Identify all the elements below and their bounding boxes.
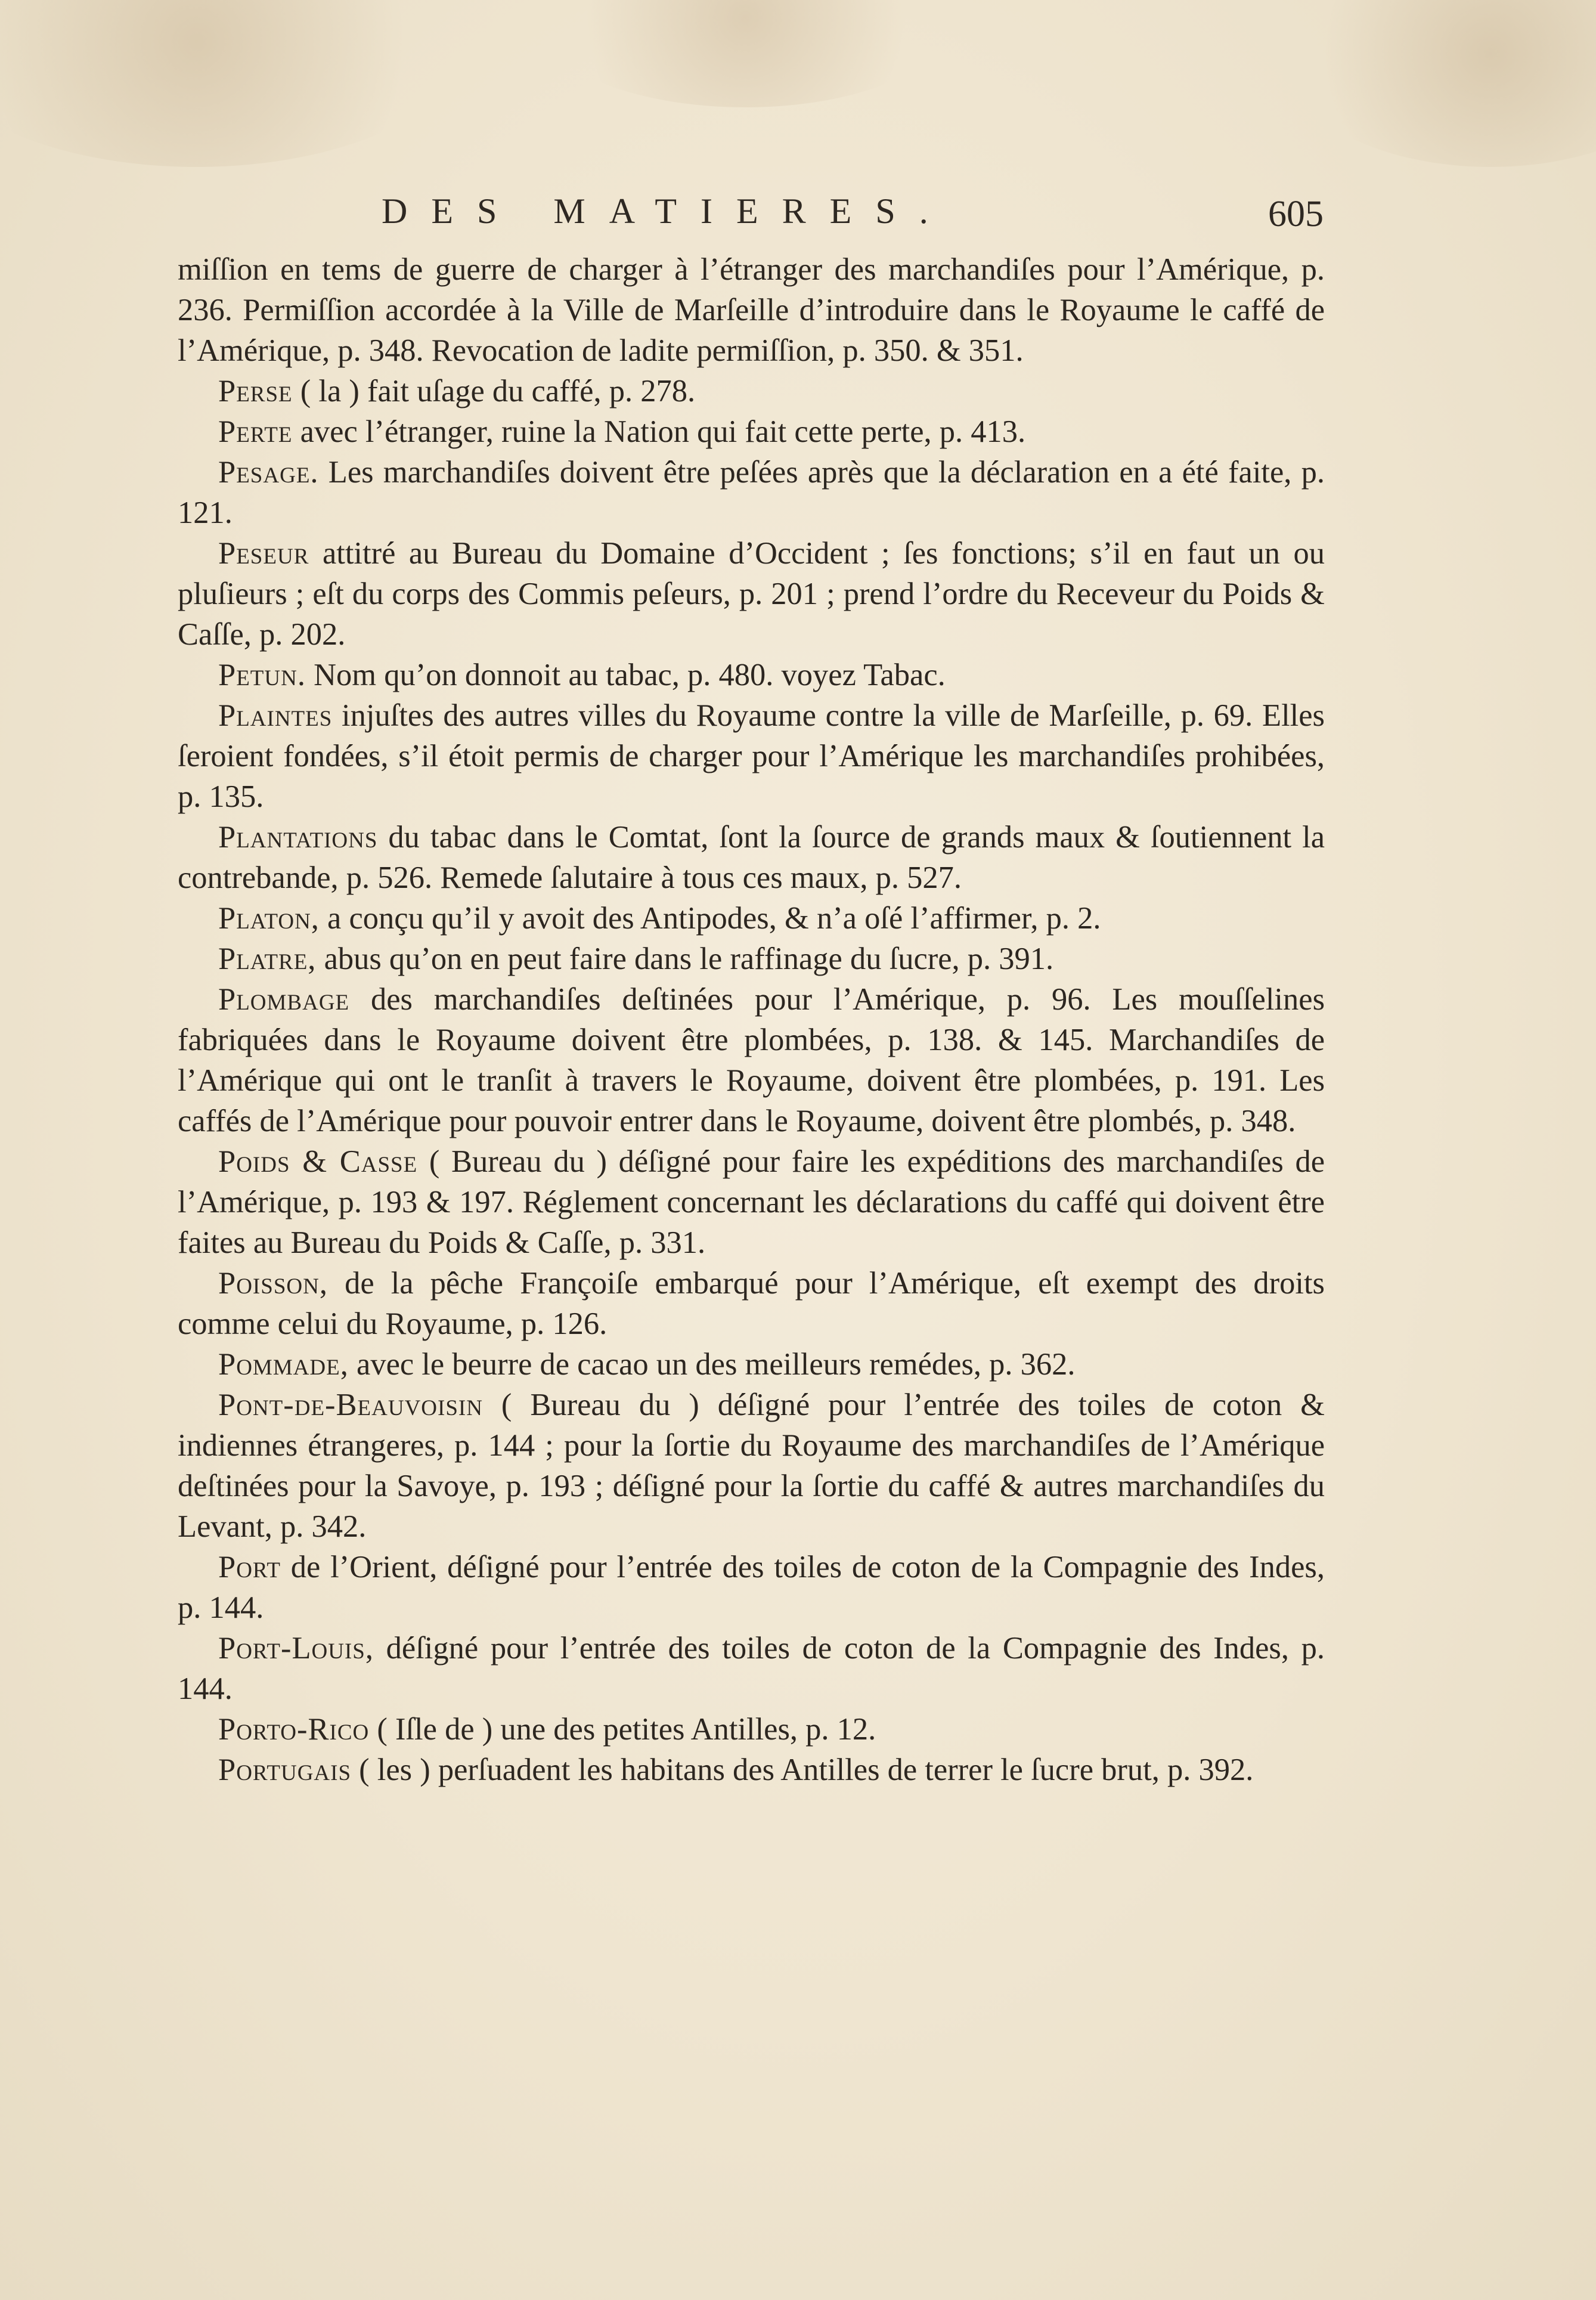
index-entry xyxy=(178,371,1325,411)
entry-text: miſſion en tems de guerre de charger à l’étranger des marchandiſes pour l’Amérique, p. 236. Permiſſion accordée à la Ville de Marſeille d’introduire dans le Royaume le caffé de l’Amérique, p. 348. Revocation de ladite permiſſion, p. 350. & 351. xyxy=(178,252,1325,368)
index-entry xyxy=(178,1385,1325,1547)
index-entry xyxy=(178,939,1325,979)
entry-headword: Poisson, xyxy=(218,1266,328,1301)
index-entry xyxy=(178,1141,1325,1263)
index-entry xyxy=(178,1344,1325,1385)
index-entry xyxy=(178,411,1325,452)
entry-headword: Portugais xyxy=(218,1753,352,1787)
entry-text: de l’Orient, déſigné pour l’entrée des toiles de coton de la Compagnie des Indes, p. 144. xyxy=(178,1550,1325,1625)
entry-text: des marchandiſes deſtinées pour l’Amérique, p. 96. Les mouſſelines fabriquées dans le Royaume doivent être plombées, p. 138. & 145. Marchandiſes de l’Amérique qui ont le tranſit à travers le Royaume, doivent être plombées, p. 191. Les caffés de l’Amérique pour pouvoir entrer dans le Royaume, doivent être plombés, p. 348. xyxy=(178,982,1325,1138)
index-entry xyxy=(178,1547,1325,1628)
index-entry xyxy=(178,817,1325,898)
entry-headword: Port xyxy=(218,1550,281,1584)
entry-text: Les marchandiſes doivent être peſées après que la déclaration en a été faite, p. 121. xyxy=(178,455,1325,530)
entry-text: attitré au Bureau du Domaine d’Occident ; ſes fonctions; s’il en faut un ou pluſieurs ; eſt du corps des Commis peſeurs, p. 201 ; prend l’ordre du Receveur du Poids & Caſſe, p. 202. xyxy=(178,536,1325,652)
entry-headword: Peseur xyxy=(218,536,309,571)
index-entry xyxy=(178,249,1325,371)
paper-stain xyxy=(0,0,465,167)
index-entry xyxy=(178,1628,1325,1709)
entry-headword: Petun. xyxy=(218,658,306,692)
index-entry xyxy=(178,695,1325,817)
entry-text: a conçu qu’il y avoit des Antipodes, & n’a oſé l’affirmer, p. 2. xyxy=(327,901,1101,936)
entry-text: ( Bureau du ) déſigné pour l’entrée des toiles de coton & indiennes étrangeres, p. 144 ; pour la ſortie du Royaume des marchandiſes de l’Amérique deſtinées pour la Savoye, p. 193 ; déſigné pour la ſortie du caffé & autres marchandiſes du Levant, p. 342. xyxy=(178,1388,1325,1544)
entry-text: injuſtes des autres villes du Royaume contre la ville de Marſeille, p. 69. Elles ſeroient fondées, s’il étoit permis de charger pour l’Amérique les marchandiſes prohibées, p. 135. xyxy=(178,698,1325,814)
entry-headword: Plantations xyxy=(218,820,378,855)
entry-text: ( Iſle de ) une des petites Antilles, p. 12. xyxy=(377,1712,876,1747)
index-entry xyxy=(178,979,1325,1141)
index-entry xyxy=(178,1263,1325,1344)
entry-headword: Pont-de-Beauvoisin xyxy=(218,1388,483,1422)
entry-headword: Perse xyxy=(218,374,293,408)
entry-headword: Perte xyxy=(218,414,293,449)
paper-stain xyxy=(1282,0,1596,167)
entry-text: Nom qu’on donnoit au tabac, p. 480. voyez Tabac. xyxy=(314,658,946,692)
entry-text: avec l’étranger, ruine la Nation qui fait cette perte, p. 413. xyxy=(300,414,1026,449)
entry-headword: Poids & Casse xyxy=(218,1144,418,1179)
entry-headword: Plombage xyxy=(218,982,350,1017)
entry-text: du tabac dans le Comtat, ſont la ſource de grands maux & ſoutiennent la contrebande, p. 526. Remede ſalutaire à tous ces maux, p. 527. xyxy=(178,820,1325,895)
entry-text: avec le beurre de cacao un des meilleurs remédes, p. 362. xyxy=(357,1347,1076,1382)
entry-text: ( Bureau du ) déſigné pour faire les expéditions des marchandiſes de l’Amérique, p. 193 & 197. Réglement concernant les déclarations du caffé qui doivent être faites au Bureau du Poids & Caſſe, p. 331. xyxy=(178,1144,1325,1260)
paper-stain xyxy=(537,0,954,107)
entry-text: abus qu’on en peut faire dans le raffinage du ſucre, p. 391. xyxy=(324,942,1054,976)
entry-text: ( la ) fait uſage du caffé, p. 278. xyxy=(300,374,696,408)
entry-headword: Port-Louis, xyxy=(218,1631,374,1666)
page-header xyxy=(179,191,1324,239)
entry-headword: Porto-Rico xyxy=(218,1712,370,1747)
entry-headword: Pesage. xyxy=(218,455,319,490)
index-entry xyxy=(178,898,1325,939)
entry-headword: Pommade, xyxy=(218,1347,349,1382)
page-number: 605 xyxy=(1268,194,1324,234)
entry-headword: Platon, xyxy=(218,901,320,936)
index-entry xyxy=(178,1750,1325,1790)
entry-headword: Plaintes xyxy=(218,698,333,733)
entry-text: ( les ) perſuadent les habitans des Antilles de terrer le ſucre brut, p. 392. xyxy=(359,1753,1254,1787)
index-body xyxy=(178,249,1325,1790)
index-entry xyxy=(178,452,1325,533)
entry-headword: Platre, xyxy=(218,942,317,976)
index-entry xyxy=(178,533,1325,655)
running-title: DES MATIERES. xyxy=(382,191,952,231)
entry-text: déſigné pour l’entrée des toiles de coton de la Compagnie des Indes, p. 144. xyxy=(178,1631,1325,1706)
entry-text: de la pêche Françoiſe embarqué pour l’Amérique, eſt exempt des droits comme celui du Royaume, p. 126. xyxy=(178,1266,1325,1341)
index-entry xyxy=(178,655,1325,695)
index-entry xyxy=(178,1709,1325,1750)
